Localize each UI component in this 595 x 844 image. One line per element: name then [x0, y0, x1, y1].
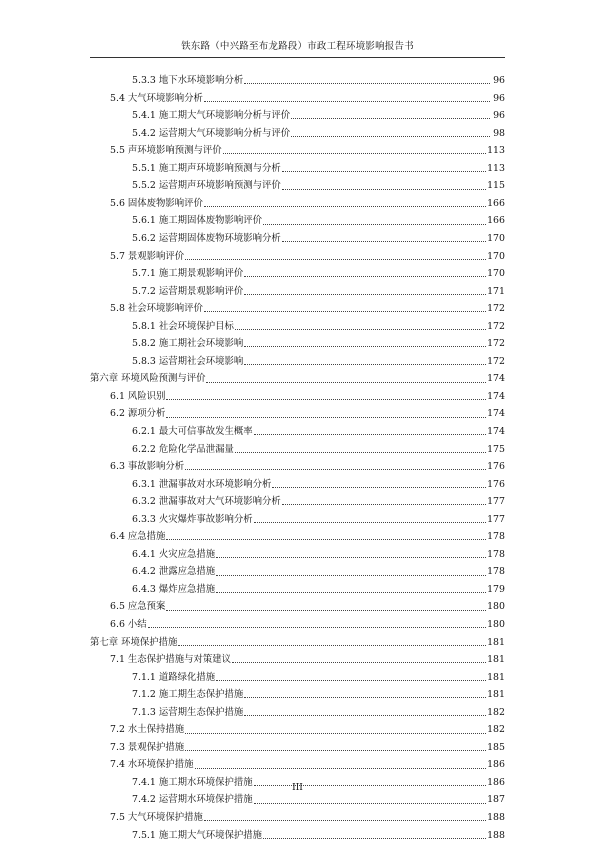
dot-leader — [263, 224, 486, 225]
toc-entry-page: 166 — [487, 215, 505, 227]
toc-entry-title: 6.3.3 火灾爆炸事故影响分析 — [132, 513, 253, 525]
dot-leader — [216, 680, 486, 681]
toc-entry-page: 113 — [487, 162, 505, 174]
dot-leader — [166, 417, 486, 418]
toc-entry-page: 181 — [487, 654, 505, 666]
toc-entry-page: 181 — [487, 689, 505, 701]
toc-entry-title: 7.2 水土保持措施 — [110, 724, 185, 736]
toc-entry[interactable] — [90, 160, 505, 178]
toc-entry[interactable] — [90, 195, 505, 213]
toc-entry[interactable] — [90, 90, 505, 108]
dot-leader — [148, 627, 486, 628]
dot-leader — [244, 364, 486, 365]
toc-entry[interactable] — [90, 388, 505, 406]
dot-leader — [244, 276, 486, 277]
toc-entry-page: 178 — [487, 531, 505, 543]
toc-entry[interactable] — [90, 72, 505, 90]
toc-entry-page: 179 — [487, 583, 505, 595]
toc-entry-page: 188 — [487, 829, 505, 841]
dot-leader — [244, 697, 486, 698]
dot-leader — [204, 311, 486, 312]
toc-entry-title: 7.4.1 施工期水环境保护措施 — [132, 776, 253, 788]
toc-entry-page: 182 — [487, 724, 505, 736]
dot-leader — [244, 83, 490, 84]
toc-entry-title: 5.8.2 施工期社会环境影响 — [132, 338, 244, 350]
toc-entry-page: 172 — [487, 355, 505, 367]
toc-entry-page: 174 — [487, 408, 505, 420]
dot-leader — [254, 434, 487, 435]
toc-entry[interactable] — [90, 230, 505, 248]
dot-leader — [185, 469, 486, 470]
toc-entry-page: 177 — [487, 496, 505, 508]
toc-entry[interactable] — [90, 704, 505, 722]
toc-entry-page: 186 — [487, 759, 505, 771]
toc-entry-page: 181 — [487, 671, 505, 683]
dot-leader — [272, 487, 486, 488]
toc-entry[interactable] — [90, 563, 505, 581]
dot-leader — [254, 522, 487, 523]
toc-entry[interactable] — [90, 721, 505, 739]
toc-entry-page: 174 — [487, 390, 505, 402]
dot-leader — [166, 399, 486, 400]
toc-entry-title: 6.3.2 泄漏事故对大气环境影响分析 — [132, 496, 281, 508]
toc-entry-title: 6.4 应急措施 — [110, 531, 166, 543]
toc-entry-page: 180 — [487, 601, 505, 613]
toc-entry-title: 6.2.1 最大可信事故发生概率 — [132, 426, 253, 437]
dot-leader — [178, 645, 486, 646]
toc-entry-page: 170 — [487, 268, 505, 280]
dot-leader — [185, 733, 486, 734]
dot-leader — [216, 592, 486, 593]
toc-entry[interactable] — [90, 476, 505, 494]
toc-entry[interactable] — [90, 142, 505, 160]
toc-entry-title: 5.6.2 运营期固体废物环境影响分析 — [132, 232, 281, 244]
toc-entry-title: 5.5 声环境影响预测与评价 — [110, 145, 222, 157]
dot-leader — [166, 610, 486, 611]
toc-entry[interactable] — [90, 809, 505, 827]
toc-entry[interactable] — [90, 440, 505, 458]
toc-entry[interactable] — [90, 405, 505, 423]
page-number: III — [292, 783, 303, 793]
toc-entry-page: 174 — [487, 426, 505, 437]
toc-entry-page: 185 — [487, 741, 505, 753]
dot-leader — [254, 803, 487, 804]
toc-entry[interactable] — [90, 458, 505, 476]
toc-entry-page: 186 — [487, 776, 505, 788]
document-title: 铁东路（中兴路至布龙路段）市政工程环境影响报告书 — [181, 41, 414, 52]
toc-entry-page: 172 — [487, 338, 505, 350]
toc-entry-page: 170 — [487, 250, 505, 262]
dot-leader — [204, 101, 490, 102]
dot-leader — [282, 504, 486, 505]
toc-entry[interactable] — [90, 827, 505, 844]
toc-entry-title: 5.5.2 运营期声环境影响预测与评价 — [132, 180, 281, 192]
toc-entry-title: 5.4.1 施工期大气环境影响分析与评价 — [132, 110, 291, 122]
dot-leader — [235, 329, 486, 330]
toc-entry-title: 5.8 社会环境影响评价 — [110, 303, 203, 315]
toc-entry[interactable] — [90, 651, 505, 669]
toc-entry-page: 170 — [487, 232, 505, 244]
toc-entry-title: 5.3.3 地下水环境影响分析 — [132, 75, 244, 87]
toc-entry[interactable] — [90, 581, 505, 599]
toc-entry-title: 6.3.1 泄漏事故对水环境影响分析 — [132, 478, 272, 490]
dot-leader — [185, 750, 486, 751]
toc-entry-title: 5.4 大气环境影响分析 — [110, 92, 203, 104]
toc-entry-title: 6.1 风险识别 — [110, 390, 166, 402]
toc-entry-title: 7.1.1 道路绿化措施 — [132, 671, 216, 683]
toc-entry-title: 7.1.2 施工期生态保护措施 — [132, 689, 244, 701]
toc-entry-title: 5.6 固体废物影响评价 — [110, 197, 203, 209]
toc-entry-title: 6.4.2 泄露应急措施 — [132, 566, 216, 578]
toc-entry[interactable] — [90, 335, 505, 353]
toc-entry-title: 6.5 应急预案 — [110, 601, 166, 613]
toc-entry-page: 181 — [487, 636, 505, 648]
dot-leader — [263, 838, 486, 839]
toc-entry-page: 178 — [487, 548, 505, 560]
dot-leader — [216, 557, 486, 558]
toc-entry[interactable] — [90, 353, 505, 371]
toc-entry-page: 98 — [493, 127, 505, 139]
dot-leader — [244, 346, 486, 347]
toc-entry-page: 177 — [487, 513, 505, 525]
toc-entry-title: 7.5.1 施工期大气环境保护措施 — [132, 829, 262, 841]
dot-leader — [244, 715, 486, 716]
toc-entry-page: 175 — [487, 443, 505, 455]
toc-entry[interactable] — [90, 125, 505, 143]
dot-leader — [223, 153, 486, 154]
toc-entry-page: 172 — [487, 303, 505, 315]
toc-entry-page: 172 — [487, 320, 505, 332]
dot-leader — [216, 575, 486, 576]
toc-entry-page: 171 — [487, 285, 505, 297]
toc-entry[interactable] — [90, 791, 505, 809]
toc-entry[interactable] — [90, 177, 505, 195]
toc-entry[interactable] — [90, 107, 505, 125]
toc-entry-title: 6.2.2 危险化学品泄漏量 — [132, 443, 234, 455]
dot-leader — [185, 259, 486, 260]
toc-entry[interactable] — [90, 212, 505, 230]
toc-entry-title: 7.1.3 运营期生态保护措施 — [132, 706, 244, 718]
toc-entry-title: 6.2 源项分析 — [110, 408, 166, 420]
toc-entry[interactable] — [90, 528, 505, 546]
toc-entry-title: 5.5.1 施工期声环境影响预测与分析 — [132, 162, 281, 174]
toc-entry-page: 178 — [487, 566, 505, 578]
dot-leader — [204, 820, 486, 821]
toc-entry-title: 5.4.2 运营期大气环境影响分析与评价 — [132, 127, 291, 139]
toc-entry[interactable] — [90, 756, 505, 774]
toc-entry-title: 7.1 生态保护措施与对策建议 — [110, 654, 232, 666]
toc-entry[interactable] — [90, 634, 505, 652]
toc-entry-page: 115 — [487, 180, 505, 192]
dot-leader — [282, 171, 486, 172]
toc-entry-page: 96 — [493, 92, 505, 104]
dot-leader — [282, 189, 486, 190]
dot-leader — [195, 768, 487, 769]
toc-entry[interactable] — [90, 616, 505, 634]
toc-entry-title: 5.7.2 运营期景观影响评价 — [132, 285, 244, 297]
toc-entry[interactable] — [90, 511, 505, 529]
toc-entry-title: 5.8.3 运营期社会环境影响 — [132, 355, 244, 367]
toc-entry[interactable] — [90, 546, 505, 564]
toc-entry-page: 182 — [487, 706, 505, 718]
toc-entry-title: 6.6 小结 — [110, 619, 147, 631]
toc-entry-title: 6.4.3 爆炸应急措施 — [132, 583, 216, 595]
toc-entry-title: 5.6.1 施工期固体废物影响评价 — [132, 215, 262, 227]
toc-entry-page: 188 — [487, 812, 505, 824]
toc-entry[interactable] — [90, 283, 505, 301]
toc-entry[interactable] — [90, 247, 505, 265]
dot-leader — [291, 136, 490, 137]
toc-entry-title: 5.7.1 施工期景观影响评价 — [132, 268, 244, 280]
toc-entry-page: 187 — [487, 794, 505, 806]
toc-entry-page: 174 — [487, 373, 505, 385]
toc-entry-title: 7.5 大气环境保护措施 — [110, 812, 203, 824]
toc-entry[interactable] — [90, 370, 505, 388]
toc-entry-title: 5.7 景观影响评价 — [110, 250, 185, 262]
toc-entry-title: 6.3 事故影响分析 — [110, 461, 185, 473]
toc-entry-page: 180 — [487, 619, 505, 631]
toc-entry[interactable] — [90, 493, 505, 511]
dot-leader — [282, 241, 486, 242]
toc-entry-page: 96 — [493, 110, 505, 122]
toc-entry[interactable] — [90, 739, 505, 757]
toc-entry-title: 7.4 水环境保护措施 — [110, 759, 194, 771]
toc-entry-title: 5.8.1 社会环境保护目标 — [132, 320, 234, 332]
toc-entry-page: 176 — [487, 461, 505, 473]
toc-entry[interactable] — [90, 686, 505, 704]
header-rule — [90, 57, 505, 58]
toc-entry-page: 113 — [487, 145, 505, 157]
dot-leader — [206, 382, 486, 383]
toc-entry[interactable] — [90, 669, 505, 687]
toc-entry[interactable] — [90, 300, 505, 318]
toc-entry-title: 6.4.1 火灾应急措施 — [132, 548, 216, 560]
dot-leader — [291, 118, 490, 119]
dot-leader — [166, 539, 486, 540]
dot-leader — [232, 662, 486, 663]
toc-entry-page: 96 — [493, 75, 505, 87]
toc-entry[interactable] — [90, 423, 505, 441]
toc-entry-page: 176 — [487, 478, 505, 490]
toc-entry-title: 第六章 环境风险预测与评价 — [90, 373, 206, 385]
dot-leader — [235, 452, 486, 453]
toc-entry-page: 166 — [487, 197, 505, 209]
toc-entry-title: 第七章 环境保护措施 — [90, 636, 178, 648]
toc-entry[interactable] — [90, 265, 505, 283]
toc-entry-title: 7.3 景观保护措施 — [110, 741, 185, 753]
dot-leader — [204, 206, 486, 207]
toc-entry-title: 7.4.2 运营期水环境保护措施 — [132, 794, 253, 806]
toc-entry[interactable] — [90, 318, 505, 336]
table-of-contents — [90, 72, 505, 844]
dot-leader — [244, 294, 486, 295]
toc-entry[interactable] — [90, 598, 505, 616]
